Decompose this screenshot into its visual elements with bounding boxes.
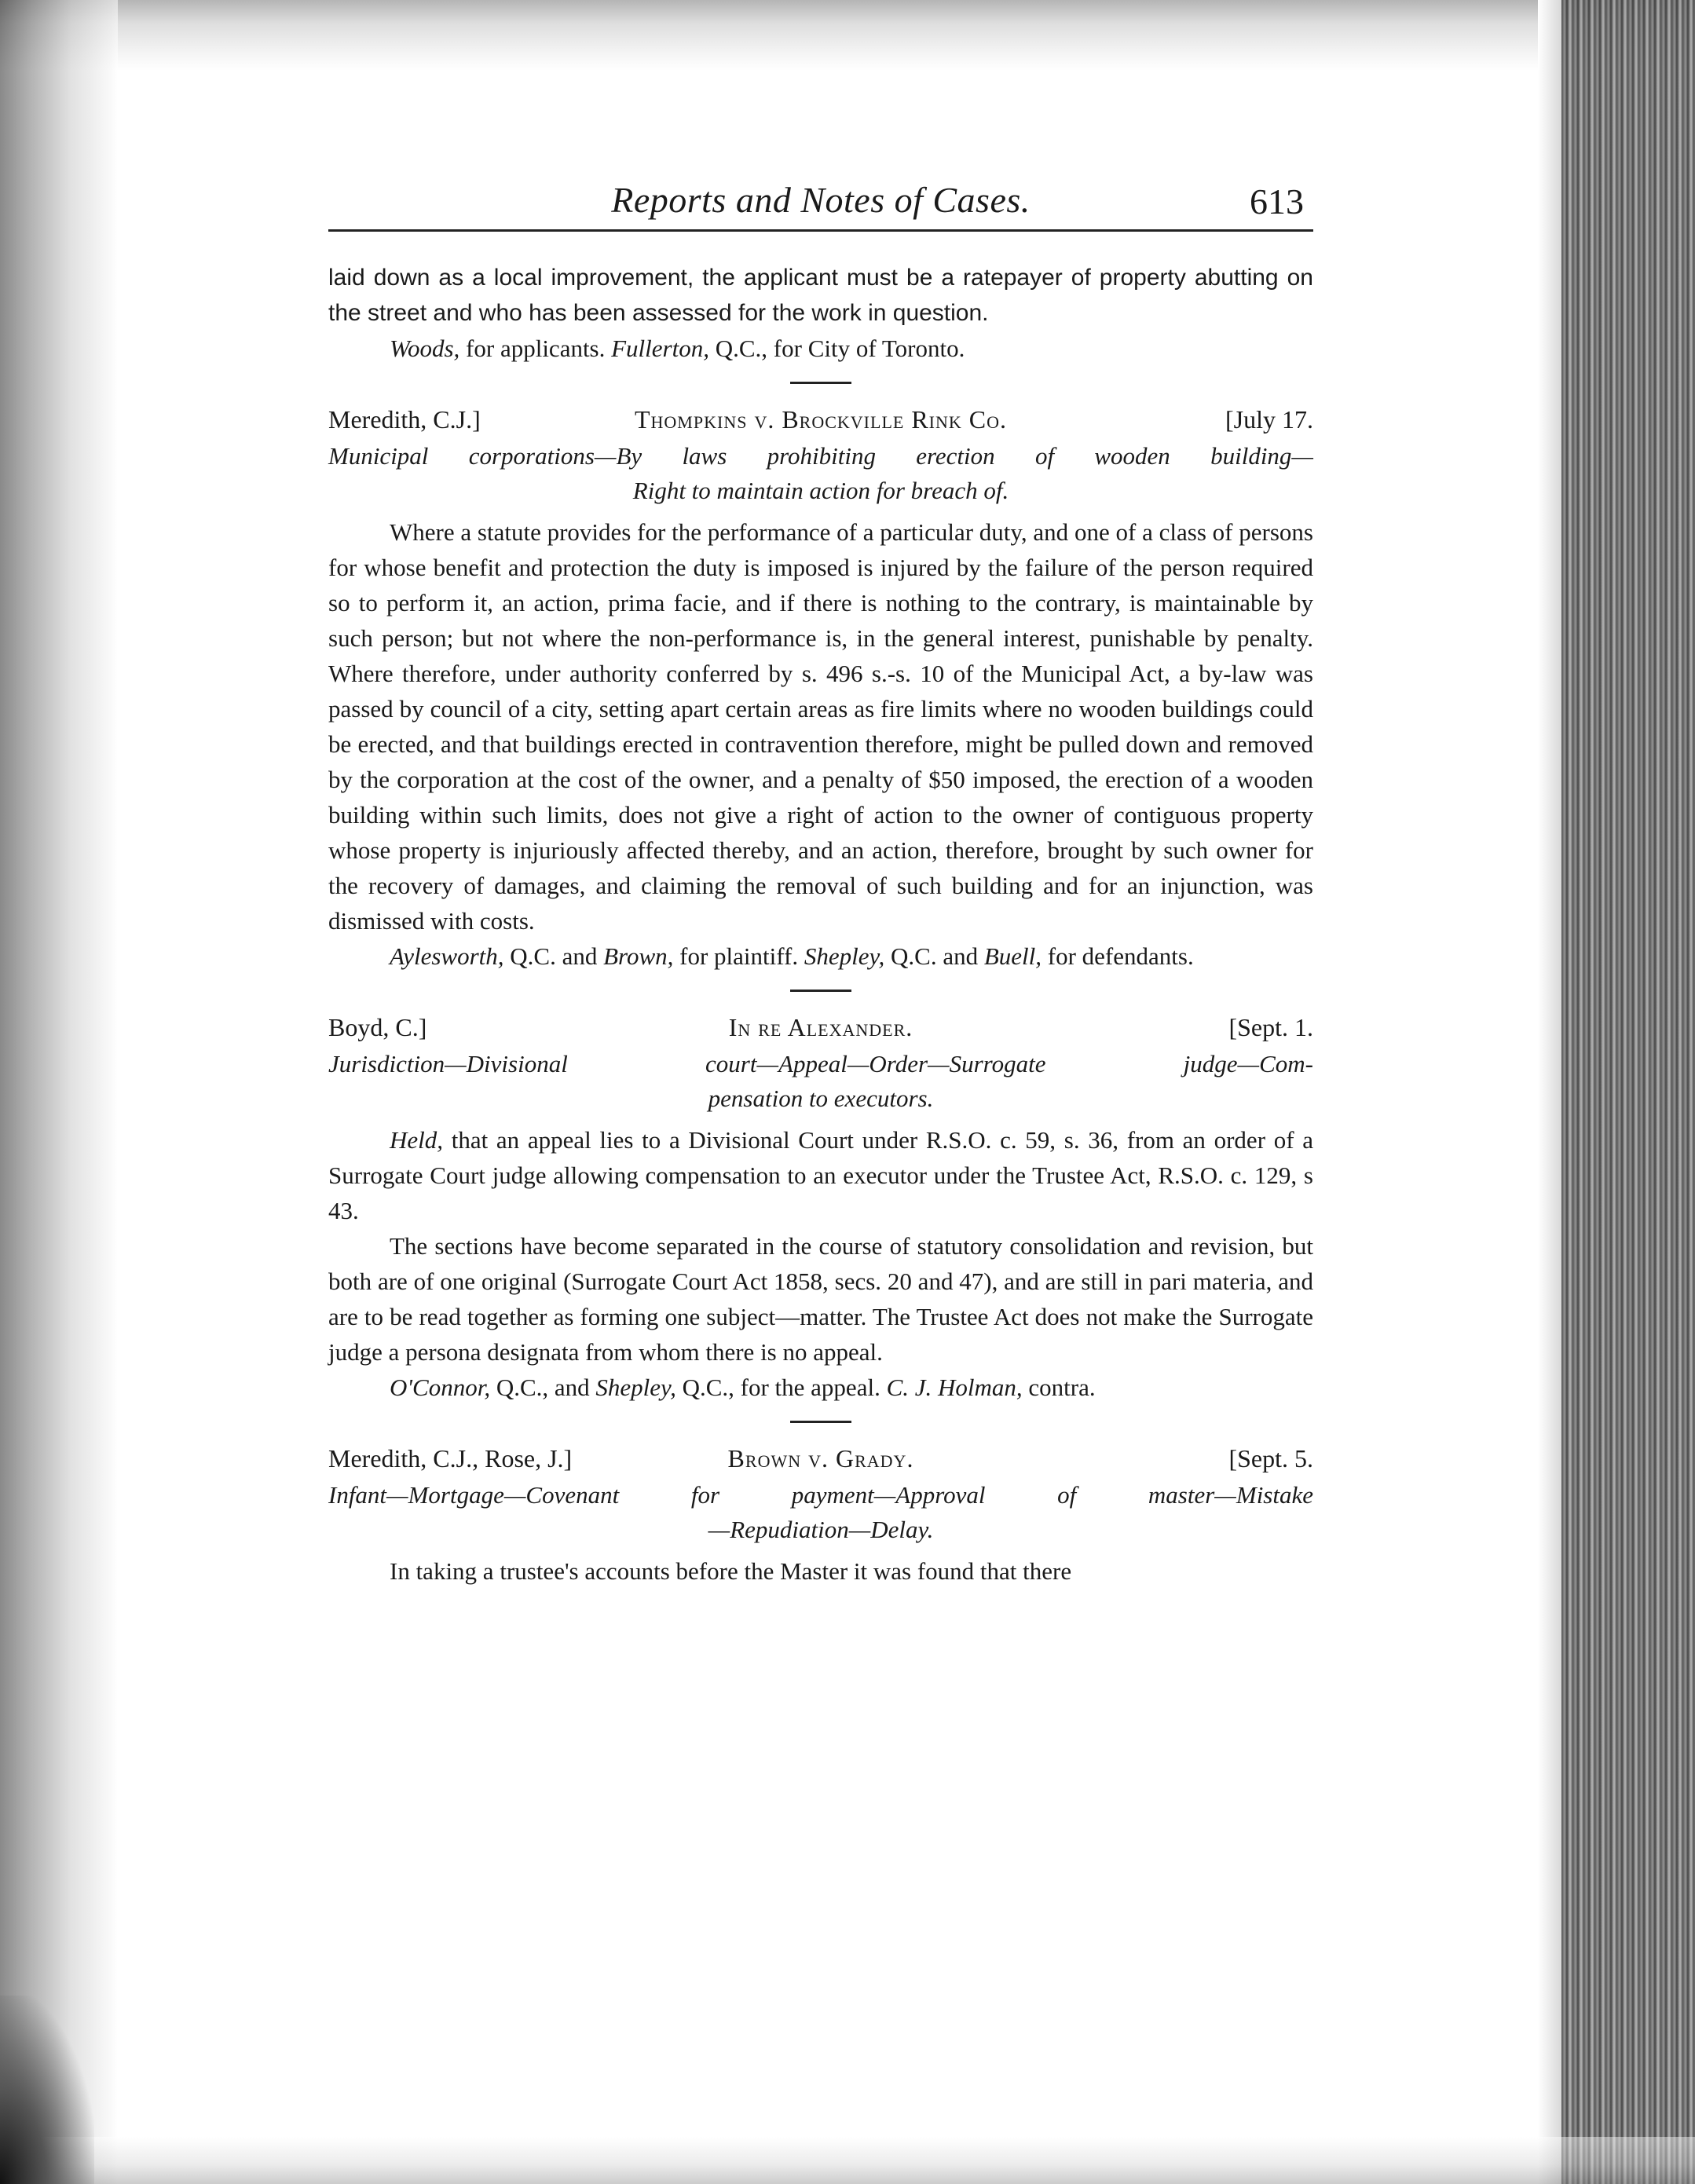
case-paragraph: In taking a trustee's accounts before the Master it was found that there bbox=[390, 1557, 1072, 1585]
counsel-name: C. J. Holman, bbox=[886, 1374, 1023, 1401]
catchwords-line: pensation to executors. bbox=[708, 1085, 934, 1112]
scan-binding-right bbox=[1561, 0, 1695, 2184]
case-judge: Meredith, C.J., Rose, J.] bbox=[328, 1444, 573, 1472]
case-name: In re Alexander. bbox=[728, 1013, 913, 1041]
document-page bbox=[328, 174, 1313, 1589]
counsel-name: Shepley, bbox=[595, 1374, 676, 1401]
running-title: Reports and Notes of Cases. bbox=[611, 180, 1031, 220]
case-catchwords bbox=[328, 1047, 1313, 1116]
case-name: Brown v. Grady. bbox=[727, 1444, 914, 1472]
catchwords-line: Jurisdiction—Divisional court—Appeal—Order—Surrogate judge—Com- bbox=[328, 1050, 1313, 1077]
case-date: [Sept. 1. bbox=[1228, 1013, 1313, 1041]
counsel-text: Q.C. and bbox=[884, 942, 984, 970]
opening-paragraph: laid down as a local improvement, the applicant must be a ratepayer of property abutting on the street and who has been assessed for the work in question. bbox=[328, 265, 1313, 326]
counsel-name: Woods, bbox=[390, 335, 460, 362]
scan-shadow-bottom bbox=[0, 2137, 1695, 2184]
opening-counsel bbox=[328, 331, 1313, 366]
section-divider bbox=[790, 1421, 851, 1423]
counsel-name: Brown, bbox=[603, 942, 674, 970]
counsel-text: Q.C., and bbox=[490, 1374, 596, 1401]
counsel-text: for applicants. bbox=[459, 335, 612, 362]
counsel-text: Q.C. and bbox=[503, 942, 604, 970]
counsel-name: Aylesworth, bbox=[390, 942, 504, 970]
case-counsel bbox=[328, 1370, 1313, 1405]
catchwords-line: Municipal corporations—By laws prohibiting erection of wooden building— bbox=[328, 442, 1313, 470]
scan-corner-shadow bbox=[0, 1996, 94, 2184]
held-text: that an appeal lies to a Divisional Court under R.S.O. c. 59, s. 36, from an order of a Surrogate Court judge allowing compensation to an executor under the Trustee Act, R.S.O. c. 129, s 43. bbox=[328, 1126, 1313, 1224]
catchwords-line: —Repudiation—Delay. bbox=[708, 1516, 934, 1543]
counsel-text: for defendants. bbox=[1042, 942, 1194, 970]
case-judge: Meredith, C.J.] bbox=[328, 405, 481, 434]
case-catchwords bbox=[328, 1478, 1313, 1547]
case-paragraph bbox=[328, 1122, 1313, 1228]
case-paragraph: Where a statute provides for the performance of a particular duty, and one of a class of persons for whose benefit and protection the duty is imposed is injured by the failure of the person required so to perform it, an action, prima facie, and if there is nothing to the contrary, is maintainable by such person; but not where the non-performance is, in the general interest, punishable by penalty. Where therefore, under authority conferred by s. 496 s.-s. 10 of the Municipal Act, a by-law was passed by council of a city, setting apart certain areas as fire limits where no wooden buildings could be erected, and that buildings erected in contravention therefore, might be pulled down and removed by the corporation at the cost of the owner, and a penalty of $50 imposed, the erection of a wooden building within such limits, does not give a right of action to the owner of contiguous property whose property is injuriously affected thereby, and an action, therefore, brought by such owner for the recovery of damages, and claiming the removal of such building and for an injunction, was dismissed with costs. bbox=[328, 518, 1313, 935]
scan-page-edge bbox=[1538, 0, 1561, 2184]
case-heading bbox=[328, 1440, 1313, 1476]
held-word: Held, bbox=[390, 1126, 444, 1154]
case-heading bbox=[328, 1009, 1313, 1045]
counsel-text: Q.C., for the appeal. bbox=[675, 1374, 887, 1401]
case-date: [Sept. 5. bbox=[1228, 1444, 1313, 1472]
counsel-text: contra. bbox=[1022, 1374, 1096, 1401]
scan-shadow-left bbox=[0, 0, 118, 2184]
catchwords-line: Right to maintain action for breach of. bbox=[632, 477, 1009, 504]
section-divider bbox=[790, 382, 851, 384]
case-heading bbox=[328, 401, 1313, 437]
counsel-name: Buell, bbox=[983, 942, 1042, 970]
counsel-name: Fullerton, bbox=[611, 335, 709, 362]
case-catchwords bbox=[328, 439, 1313, 508]
counsel-name: Shepley, bbox=[804, 942, 885, 970]
case-judge: Boyd, C.] bbox=[328, 1013, 427, 1041]
counsel-name: O'Connor, bbox=[390, 1374, 491, 1401]
case-paragraph: The sections have become separated in the course of statutory consolidation and revision, but both are of one original (Surrogate Court Act 1858, secs. 20 and 47), and are still in pari materia, and are to be read together as forming one subject—matter. The Trustee Act does not make the Surrogate judge a persona designata from whom there is no appeal. bbox=[328, 1232, 1313, 1366]
scan-shadow-top bbox=[0, 0, 1695, 71]
catchwords-line: Infant—Mortgage—Covenant for payment—Approval of master—Mistake bbox=[328, 1481, 1313, 1509]
running-header bbox=[328, 174, 1313, 232]
case-name: Thompkins v. Brockville Rink Co. bbox=[634, 405, 1008, 434]
page-number: 613 bbox=[1250, 181, 1304, 221]
case-counsel bbox=[328, 938, 1313, 974]
counsel-text: Q.C., for City of Toronto. bbox=[708, 335, 965, 362]
counsel-text: for plaintiff. bbox=[673, 942, 804, 970]
section-divider bbox=[790, 990, 851, 992]
case-date: [July 17. bbox=[1225, 405, 1313, 434]
